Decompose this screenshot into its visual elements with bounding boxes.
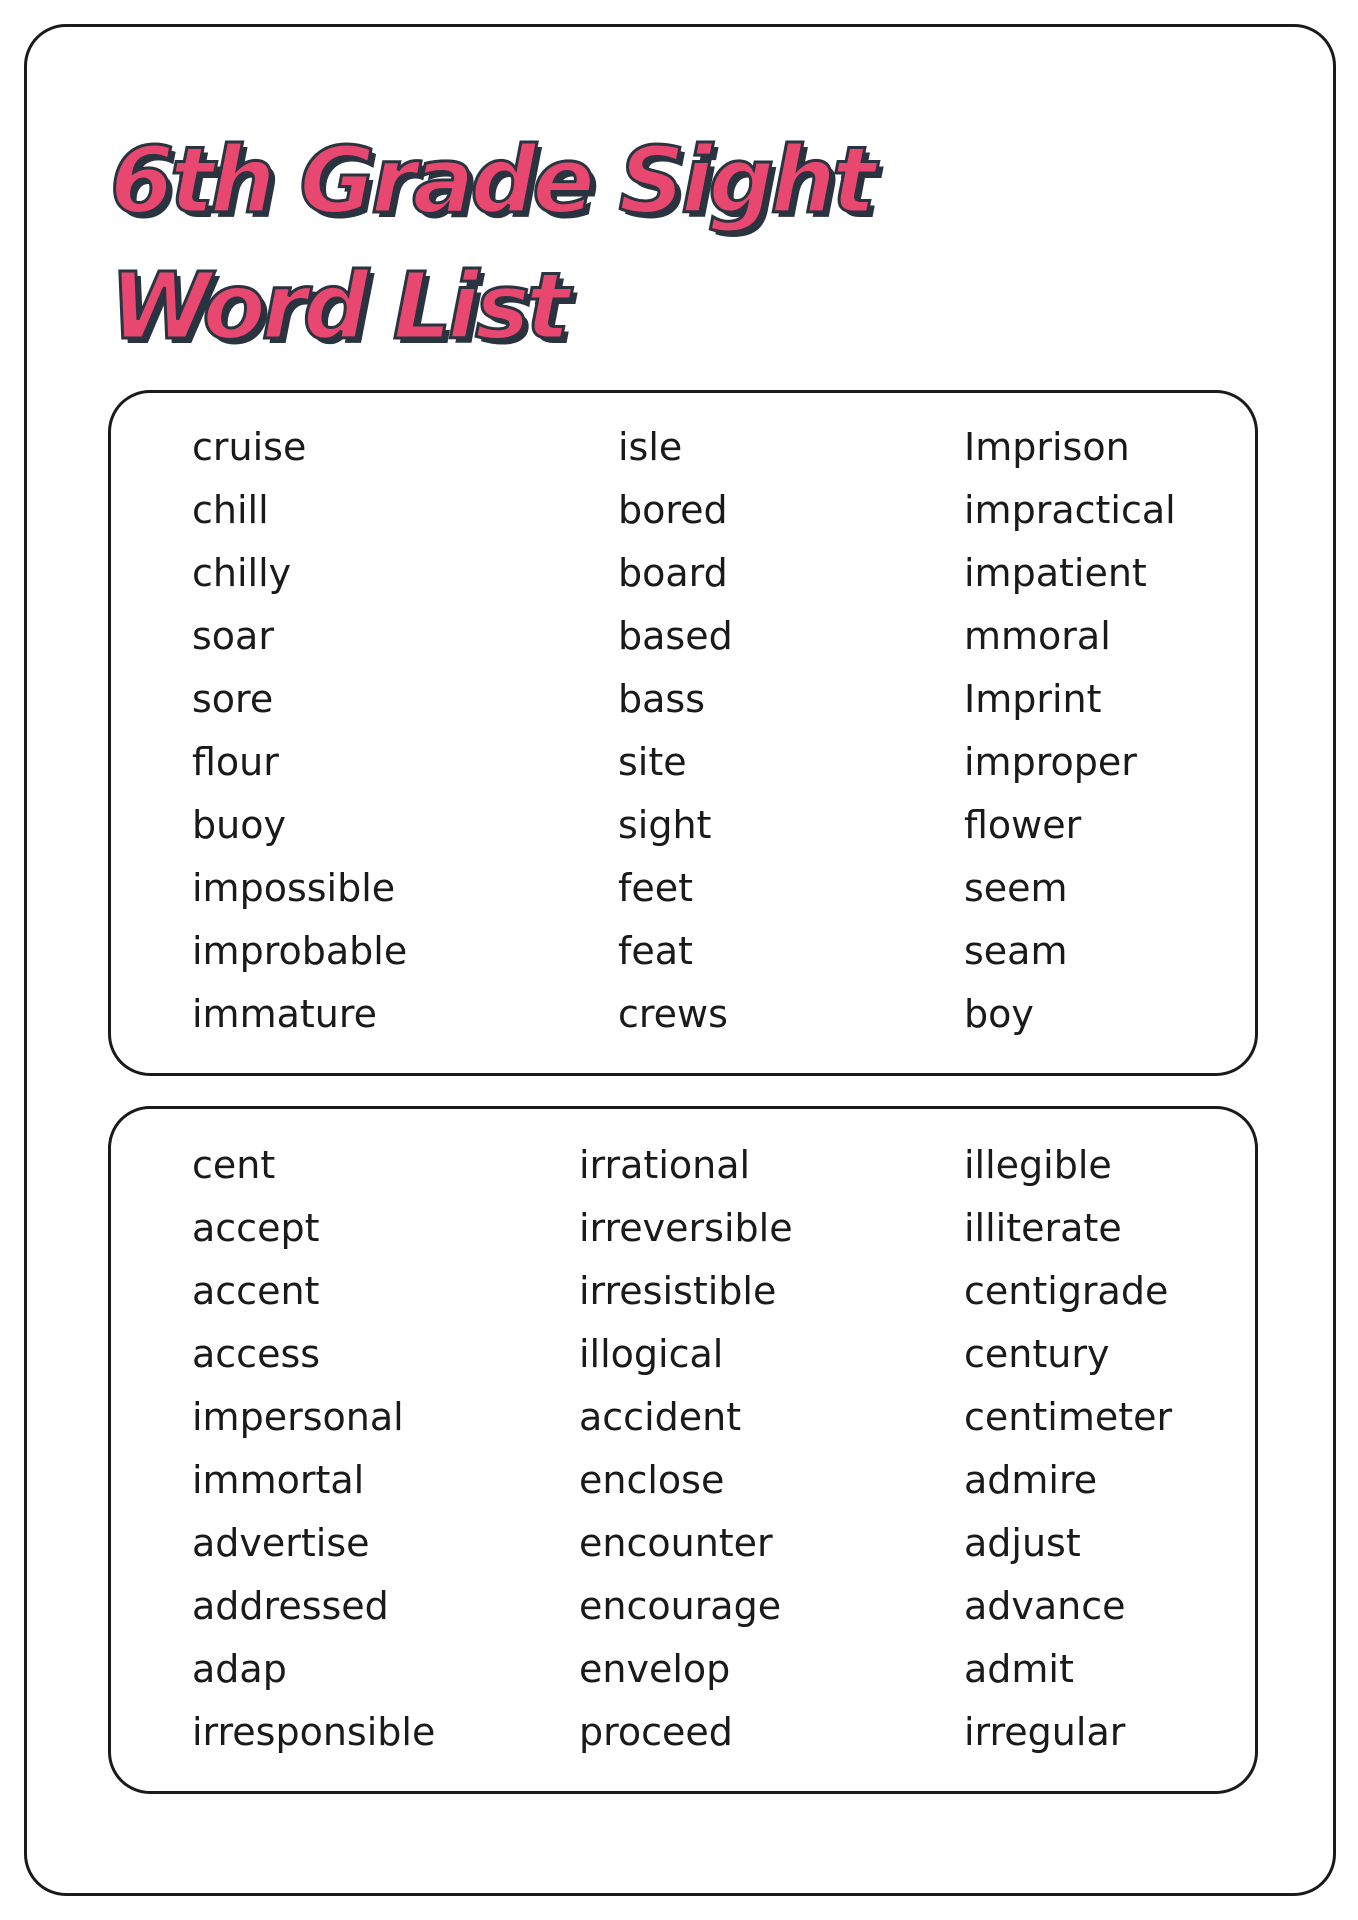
sight-word: chilly — [192, 551, 292, 595]
sight-word: accept — [192, 1206, 320, 1250]
sight-word: flour — [192, 740, 279, 784]
sight-word: envelop — [579, 1647, 731, 1691]
sight-word: seem — [964, 866, 1068, 910]
sight-word: adjust — [964, 1521, 1081, 1565]
sight-word: illegible — [964, 1143, 1112, 1187]
word-column — [192, 1134, 435, 1764]
sight-word: boy — [964, 992, 1034, 1036]
sight-word: impersonal — [192, 1395, 404, 1439]
sight-word: proceed — [579, 1710, 733, 1754]
sight-word: feet — [618, 866, 694, 910]
sight-word: access — [192, 1332, 321, 1376]
sight-word: improper — [964, 740, 1137, 784]
word-column — [964, 1134, 1172, 1764]
sight-word: feat — [618, 929, 693, 973]
sight-word: immortal — [192, 1458, 365, 1502]
sight-word: immature — [192, 992, 378, 1036]
sight-word: impatient — [964, 551, 1147, 595]
sight-word: advertise — [192, 1521, 370, 1565]
word-column — [579, 1134, 793, 1764]
sight-word: irresistible — [579, 1269, 777, 1313]
sight-word: isle — [618, 425, 683, 469]
sight-word: centimeter — [964, 1395, 1173, 1439]
sight-word: accident — [579, 1395, 742, 1439]
sight-word: advance — [964, 1584, 1126, 1628]
sight-word: impossible — [192, 866, 396, 910]
sight-word: mmoral — [964, 614, 1111, 658]
word-list-box-2 — [108, 1106, 1258, 1794]
sight-word: addressed — [192, 1584, 389, 1628]
sight-word: board — [618, 551, 728, 595]
word-list-box-1 — [108, 390, 1258, 1076]
sight-word: chill — [192, 488, 269, 532]
sight-word: crews — [618, 992, 728, 1036]
sight-word: impractical — [964, 488, 1176, 532]
sight-word: soar — [192, 614, 274, 658]
sight-word: cent — [192, 1143, 276, 1187]
sight-word: based — [618, 614, 733, 658]
word-column — [964, 416, 1176, 1046]
sight-word: bass — [618, 677, 706, 721]
sight-word: admit — [964, 1647, 1074, 1691]
sight-word: seam — [964, 929, 1068, 973]
word-column — [192, 416, 407, 1046]
sight-word: Imprison — [964, 425, 1130, 469]
sight-word: encounter — [579, 1521, 773, 1565]
title-line-2: Word List — [110, 253, 566, 360]
sight-word: illiterate — [964, 1206, 1122, 1250]
sight-word: accent — [192, 1269, 320, 1313]
sight-word: enclose — [579, 1458, 725, 1502]
sight-word: encourage — [579, 1584, 782, 1628]
sight-word: irrational — [579, 1143, 751, 1187]
sight-word: flower — [964, 803, 1082, 847]
sight-word: bored — [618, 488, 728, 532]
sight-word: improbable — [192, 929, 408, 973]
word-column — [618, 416, 733, 1046]
sight-word: irresponsible — [192, 1710, 436, 1754]
sight-word: centigrade — [964, 1269, 1169, 1313]
sight-word: adap — [192, 1647, 287, 1691]
page-title — [110, 118, 872, 370]
sight-word: cruise — [192, 425, 307, 469]
sight-word: admire — [964, 1458, 1098, 1502]
sight-word: Imprint — [964, 677, 1102, 721]
sight-word: sight — [618, 803, 712, 847]
sight-word: century — [964, 1332, 1110, 1376]
sight-word: site — [618, 740, 687, 784]
sight-word: irreversible — [579, 1206, 793, 1250]
sight-word: sore — [192, 677, 274, 721]
sight-word: irregular — [964, 1710, 1126, 1754]
sight-word: buoy — [192, 803, 286, 847]
sight-word: illogical — [579, 1332, 724, 1376]
title-line-1: 6th Grade Sight — [110, 127, 872, 234]
